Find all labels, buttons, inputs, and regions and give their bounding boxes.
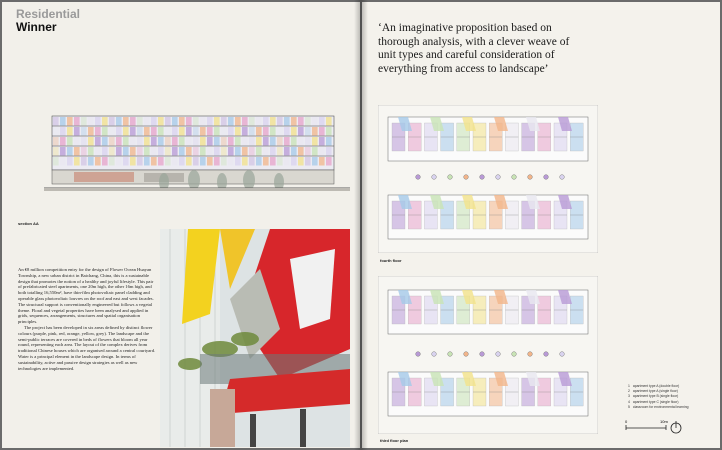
legend-item: 1 apartment type A (double floor) [628, 384, 680, 388]
article-body [18, 267, 156, 371]
legend-item: 2 apartment type A (single floor) [628, 389, 678, 394]
page-gutter [354, 0, 368, 450]
section-aa-drawing [44, 110, 350, 206]
scale-bar [624, 416, 684, 438]
scale-label-start: 0 [625, 419, 628, 424]
left-page [2, 2, 360, 448]
third-floor-plan [378, 276, 598, 434]
body-paragraph-2: The project has been developed in six areas defined by distinct flower colours (purple, pink, red, orange, yellow, grey). The landscape and the semi-public terraces are covered in beds of flowers that bloom all year round, representing each area. The layout of the complex derives from traditional Chinese houses which are organised around a central courtyard. Water is a principal element in the landscape design. In terms of sustainability, active and passive design strategies as well as new technologies are implemented. [18, 324, 156, 371]
section-caption: section AA [18, 221, 39, 226]
category-label: Residential [16, 7, 81, 21]
legend-item: 4 apartment type C (single floor) [628, 399, 679, 404]
scale-label-end: 10m [660, 419, 668, 424]
right-page [362, 2, 720, 448]
legend-item: 5 classroom for environmental learning [628, 404, 689, 409]
legend-item: 3 apartment type B (single floor) [628, 394, 679, 399]
jury-quote: ‘An imaginative proposition based on thorough analysis, with a clever weave of unit types and careful consideration of everything from access to landscape’ [378, 22, 570, 75]
fourth-floor-plan [378, 105, 598, 253]
third-floor-caption: third floor plan [380, 438, 409, 443]
building-photo [160, 229, 350, 447]
plan-legend [628, 384, 718, 410]
fourth-floor-caption: fourth floor [380, 258, 402, 263]
award-label: Winner [16, 20, 57, 34]
body-paragraph-1: An €8 million competition entry for the design of Flower Ocean Huayan Township, a new urban district in Baichang, China, this is a sustainable design that promotes the notion of a healthy and joyful lifestyle. This pair of prefabricated steel apartments, one 20m high, the other 16m high, and both totalling 16,550m², have thin-film photovoltaic panel cladding and operable glass photovoltaic louvres on the roof and east and west facades. The structural support is conventionally engineered but follows a vegetal theme. Floral and vegetal properties have been analysed and applied in grids, sequences, arrangements, structures and spatial organisation principles. [18, 267, 154, 325]
